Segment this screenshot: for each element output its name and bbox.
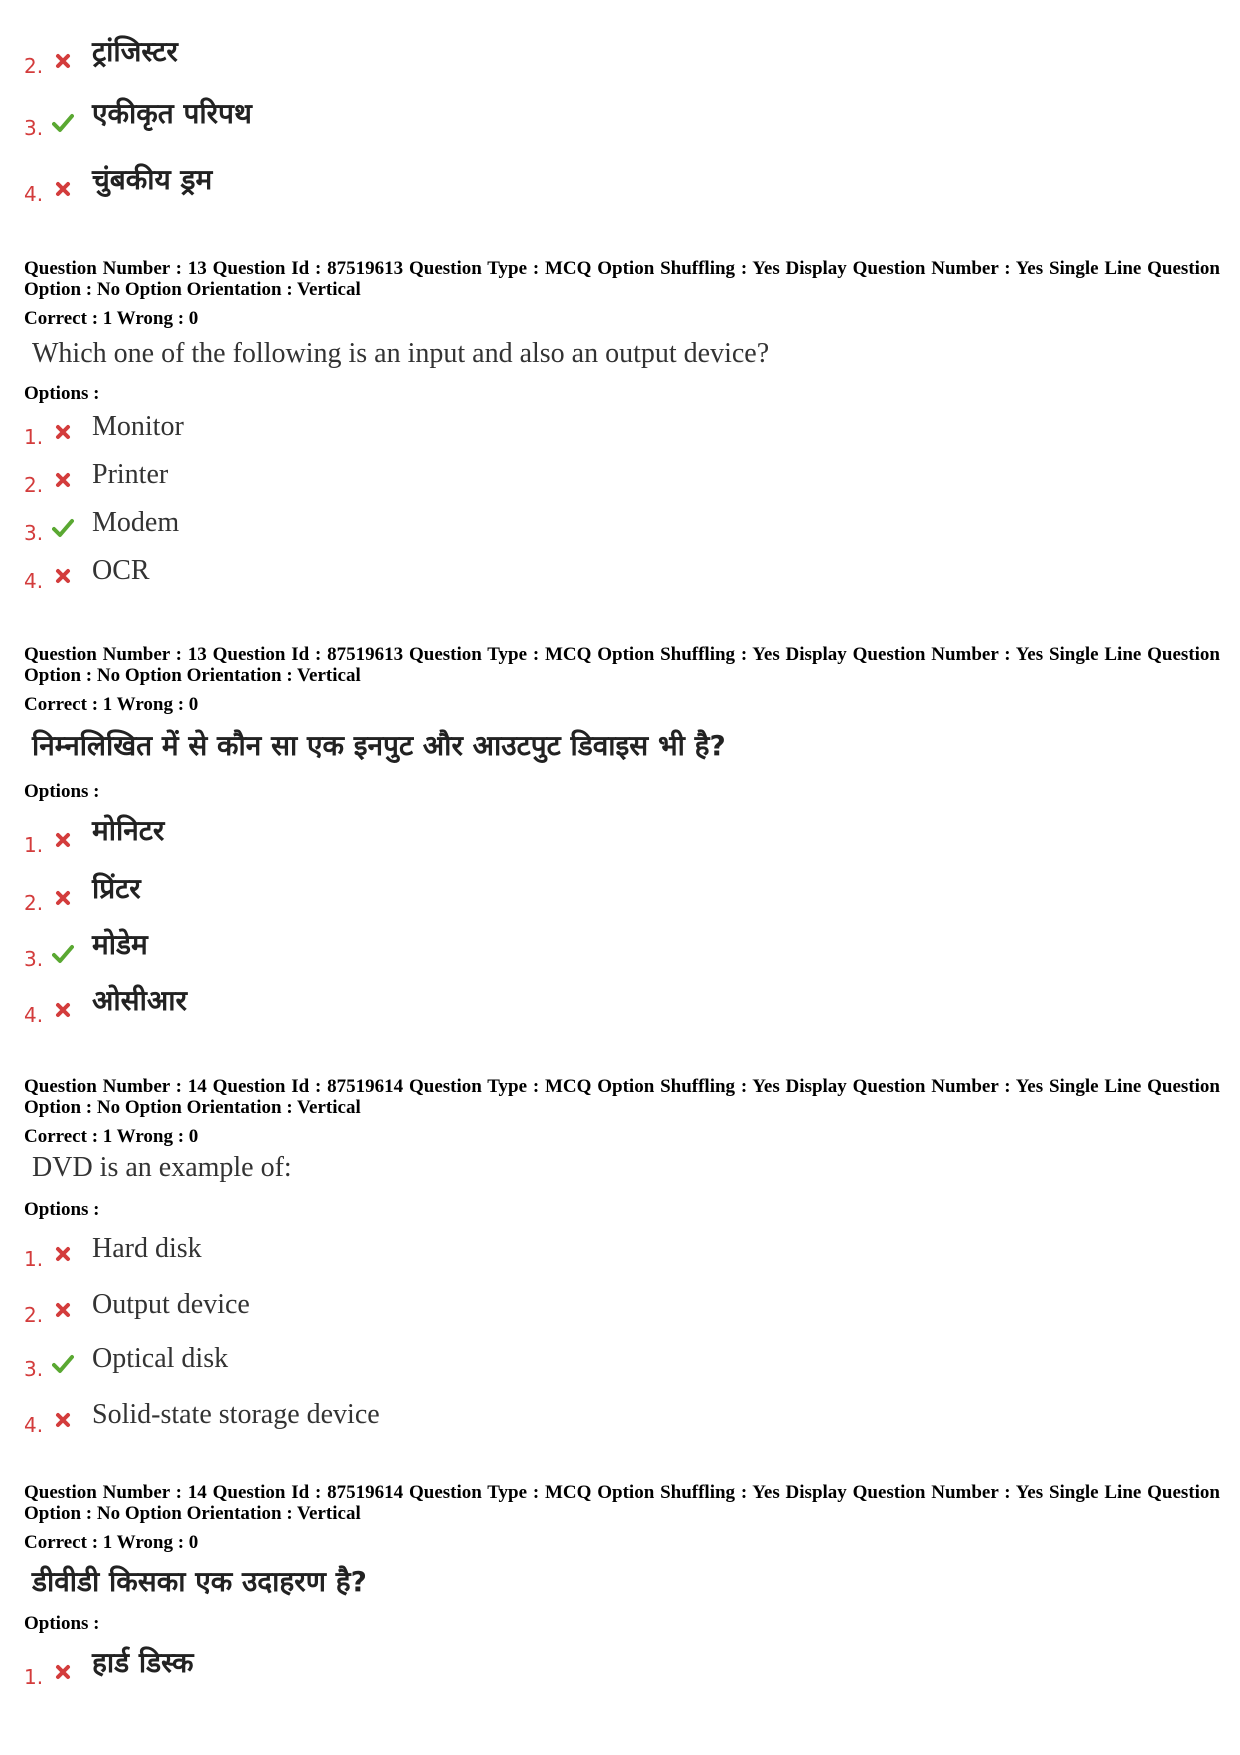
- option-text: ओसीआर: [92, 984, 187, 1017]
- question-text: निम्नलिखित में से कौन सा एक इनपुट और आउटपुट डिवाइस भी है?: [32, 729, 726, 762]
- option-number: 2.: [24, 891, 44, 915]
- options-label: Options :: [24, 1613, 100, 1634]
- option-item[interactable]: [24, 861, 1220, 919]
- option-item[interactable]: [24, 549, 1220, 597]
- option-text: चुंबकीय ड्रम: [92, 163, 213, 196]
- question-meta: Question Number : 14 Question Id : 87519614 Question Type : MCQ Option Shuffling : Yes Display Question Number : Yes Single Line Question Option : No Option Orientation : Vertical: [24, 1482, 1220, 1524]
- option-text: Modem: [92, 507, 180, 538]
- option-text: Printer: [92, 459, 169, 490]
- cross-icon: [52, 469, 74, 491]
- cross-icon: [52, 421, 74, 443]
- option-number: 1.: [24, 425, 44, 449]
- option-number: 1.: [24, 833, 44, 857]
- cross-icon: [52, 178, 74, 200]
- option-item[interactable]: [24, 1275, 1220, 1331]
- cross-icon: [52, 1409, 74, 1431]
- option-text: मोनिटर: [92, 814, 165, 847]
- options-label: Options :: [24, 1199, 100, 1220]
- question-text: डीवीडी किसका एक उदाहरण है?: [32, 1565, 367, 1598]
- option-item[interactable]: [24, 919, 1220, 975]
- question-score: Correct : 1 Wrong : 0: [24, 1532, 199, 1553]
- option-item[interactable]: [24, 1385, 1220, 1441]
- cross-icon: [52, 565, 74, 587]
- question-block: [24, 1076, 1220, 1441]
- option-number: 3.: [24, 116, 44, 140]
- option-item[interactable]: [24, 405, 1220, 453]
- question-text: DVD is an example of:: [32, 1152, 292, 1183]
- option-text: Solid-state storage device: [92, 1399, 380, 1430]
- option-number: 2.: [24, 1303, 44, 1327]
- question-block: [24, 644, 1220, 1031]
- question-score: Correct : 1 Wrong : 0: [24, 694, 199, 715]
- option-item[interactable]: [24, 501, 1220, 549]
- option-number: 2.: [24, 473, 44, 497]
- check-icon: [52, 112, 74, 134]
- question-block: [24, 1482, 1220, 1693]
- option-number: 3.: [24, 1357, 44, 1381]
- option-number: 4.: [24, 1003, 44, 1027]
- option-number: 4.: [24, 182, 44, 206]
- question-score: Correct : 1 Wrong : 0: [24, 308, 199, 329]
- question-meta: Question Number : 13 Question Id : 87519613 Question Type : MCQ Option Shuffling : Yes Display Question Number : Yes Single Line Question Option : No Option Orientation : Vertical: [24, 644, 1220, 686]
- option-item[interactable]: [24, 144, 1220, 210]
- option-text: प्रिंटर: [92, 872, 141, 905]
- option-text: मोडेम: [92, 928, 148, 961]
- check-icon: [52, 1353, 74, 1375]
- option-item[interactable]: [24, 975, 1220, 1031]
- option-text: हार्ड डिस्क: [92, 1646, 194, 1679]
- question-text: Which one of the following is an input and also an output device?: [32, 338, 770, 369]
- options-label: Options :: [24, 383, 100, 404]
- option-item[interactable]: [24, 1221, 1220, 1275]
- option-number: 3.: [24, 521, 44, 545]
- option-text: Monitor: [92, 411, 184, 442]
- option-item[interactable]: [24, 82, 1220, 144]
- option-number: 1.: [24, 1665, 44, 1689]
- cross-icon: [52, 887, 74, 909]
- option-number: 1.: [24, 1247, 44, 1271]
- cross-icon: [52, 1661, 74, 1683]
- option-number: 4.: [24, 569, 44, 593]
- option-number: 4.: [24, 1413, 44, 1437]
- cross-icon: [52, 829, 74, 851]
- option-item[interactable]: [24, 803, 1220, 861]
- option-text: Hard disk: [92, 1233, 202, 1264]
- option-number: 3.: [24, 947, 44, 971]
- option-text: Optical disk: [92, 1343, 229, 1374]
- option-item[interactable]: [24, 453, 1220, 501]
- question-meta: Question Number : 13 Question Id : 87519613 Question Type : MCQ Option Shuffling : Yes Display Question Number : Yes Single Line Question Option : No Option Orientation : Vertical: [24, 258, 1220, 300]
- question-score: Correct : 1 Wrong : 0: [24, 1126, 199, 1147]
- option-item[interactable]: [24, 26, 1220, 82]
- option-number: 2.: [24, 54, 44, 78]
- cross-icon: [52, 999, 74, 1021]
- option-text: ट्रांजिस्टर: [92, 35, 178, 68]
- cross-icon: [52, 1243, 74, 1265]
- option-item[interactable]: [24, 1331, 1220, 1385]
- check-icon: [52, 517, 74, 539]
- option-text: Output device: [92, 1289, 250, 1320]
- question-block: [24, 258, 1220, 597]
- option-text: एकीकृत परिपथ: [92, 97, 252, 130]
- continued-options: [24, 26, 1220, 210]
- options-label: Options :: [24, 781, 100, 802]
- option-text: OCR: [92, 555, 150, 586]
- check-icon: [52, 943, 74, 965]
- cross-icon: [52, 50, 74, 72]
- cross-icon: [52, 1299, 74, 1321]
- option-item[interactable]: [24, 1635, 1220, 1693]
- question-meta: Question Number : 14 Question Id : 87519614 Question Type : MCQ Option Shuffling : Yes Display Question Number : Yes Single Line Question Option : No Option Orientation : Vertical: [24, 1076, 1220, 1118]
